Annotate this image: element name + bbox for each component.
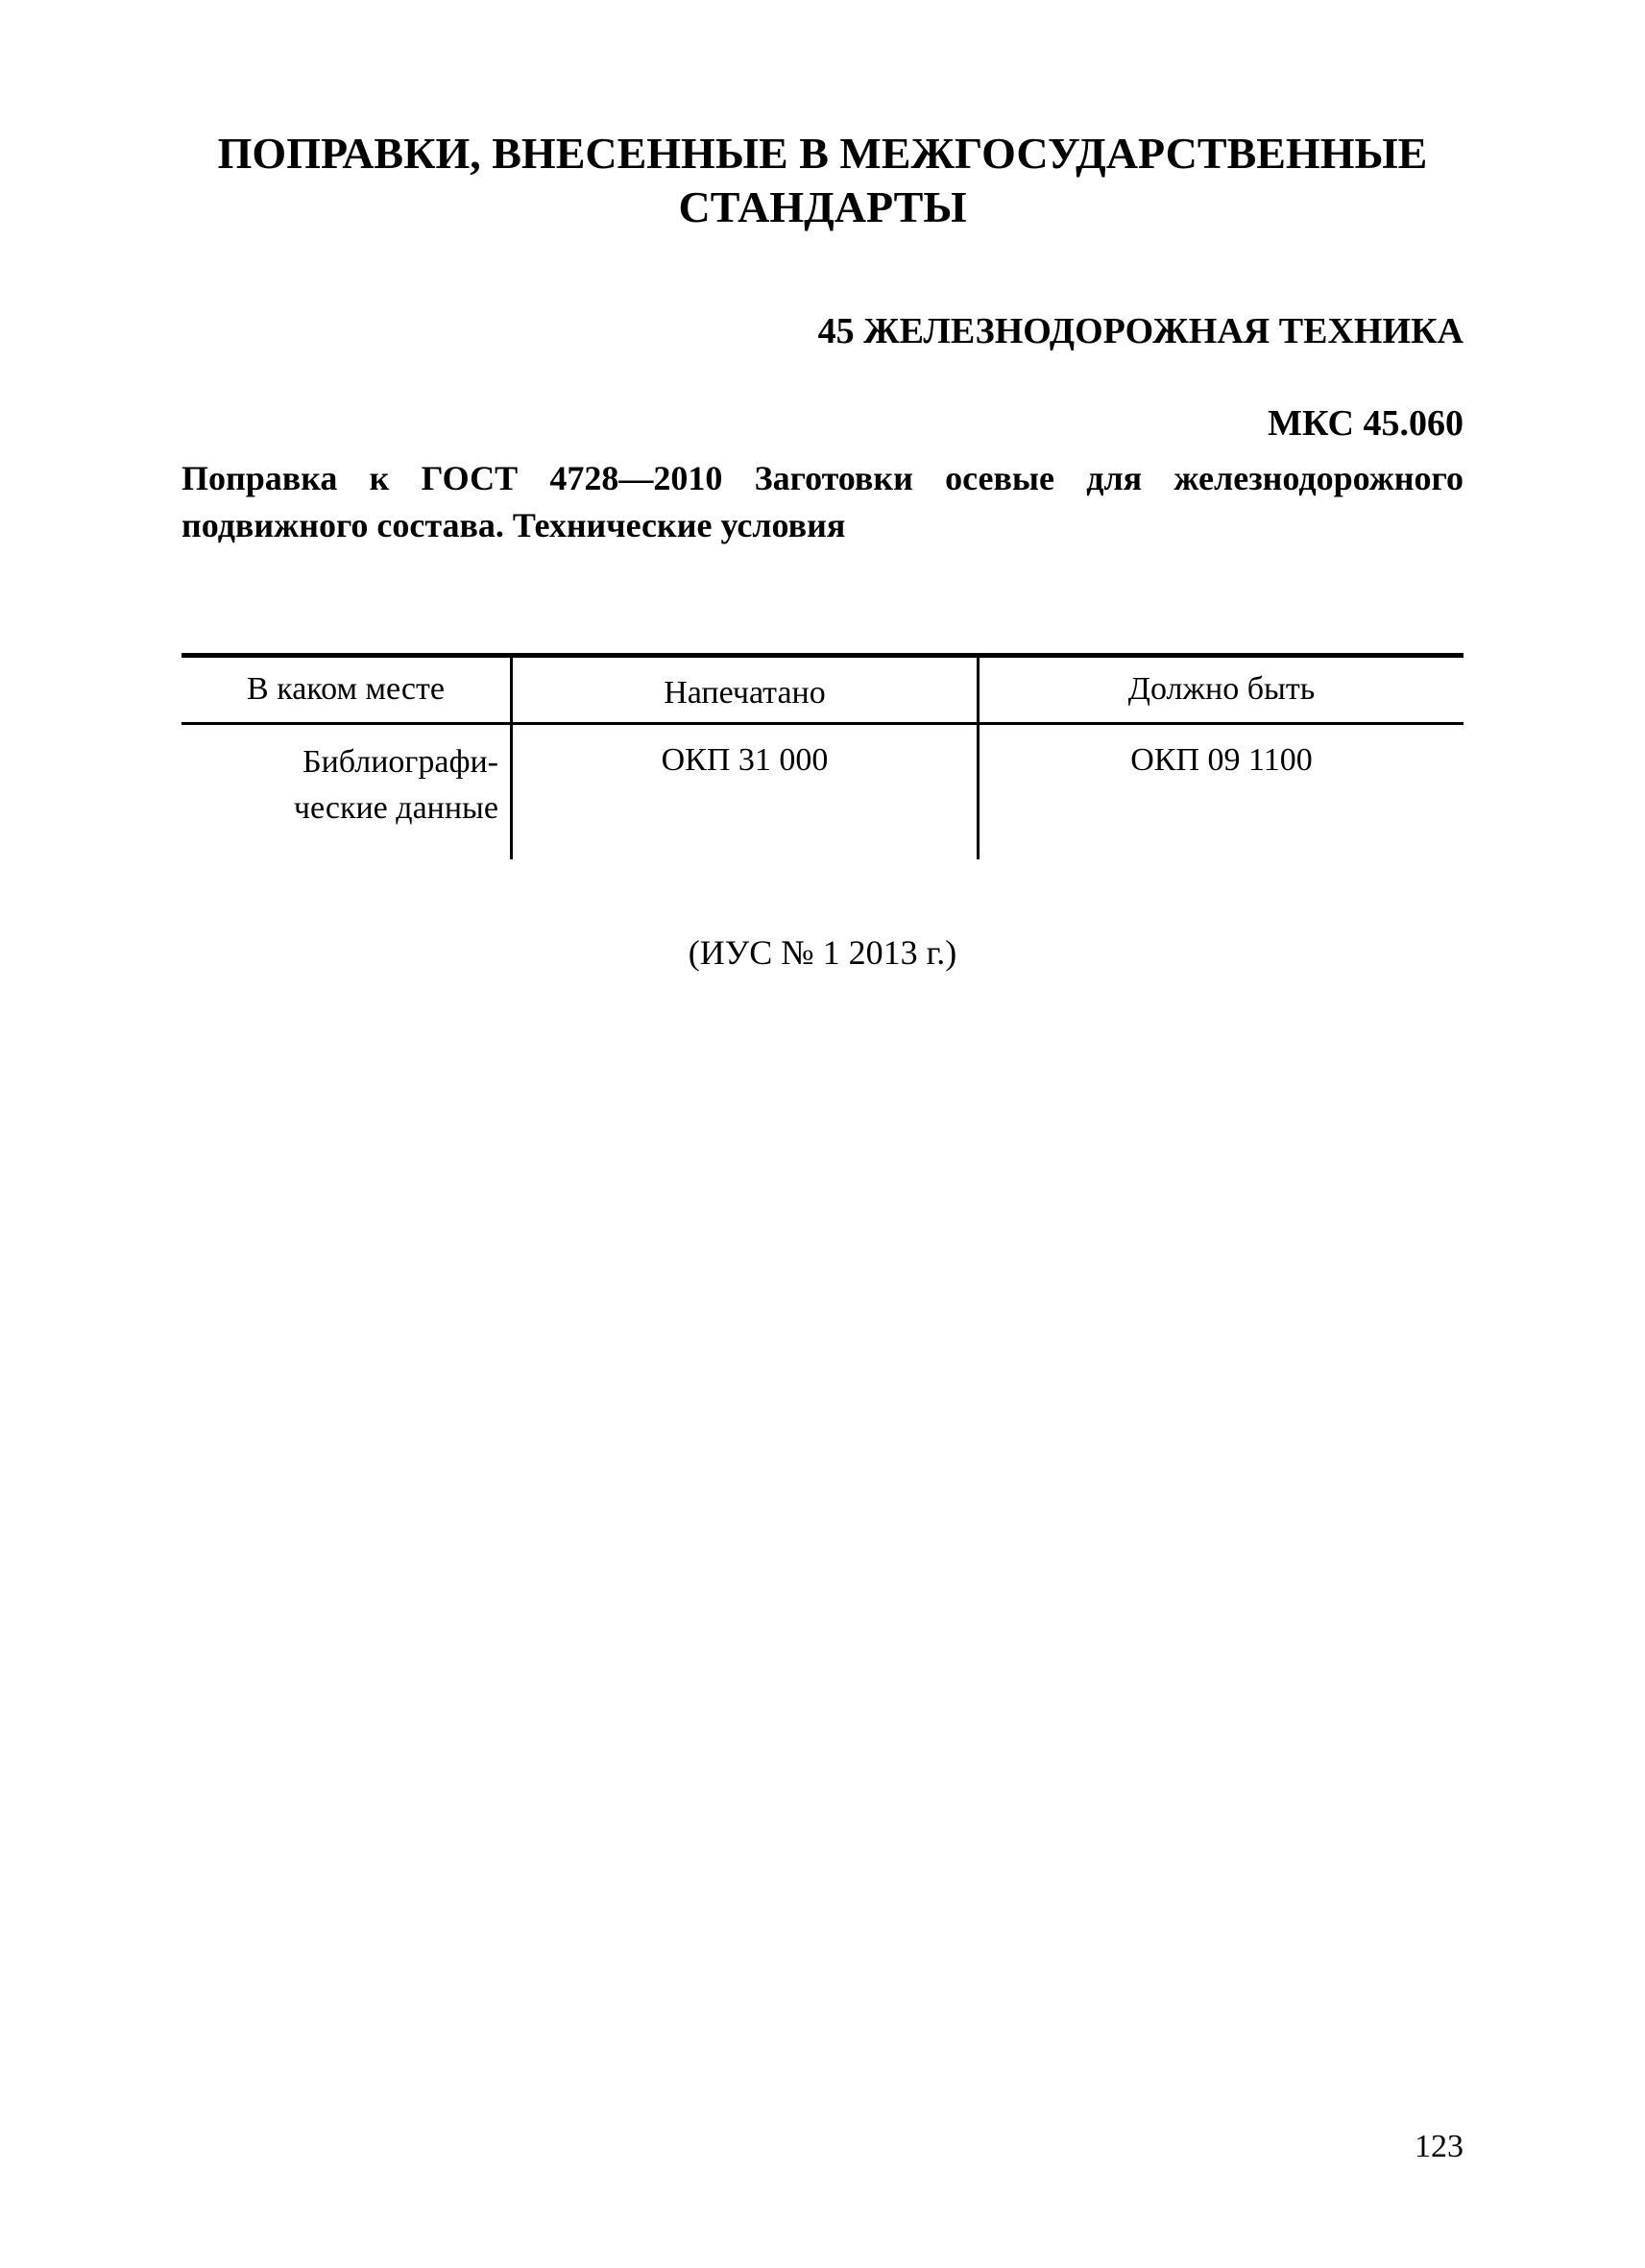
amendment-title-line-1: Поправка к ГОСТ 4728—2010 Заготовки осевые для железнодорожного <box>181 459 1464 497</box>
table-cell-printed: ОКП 31 000 <box>661 742 829 778</box>
table-top-rule <box>181 653 1464 658</box>
table-header-rule <box>181 722 1464 725</box>
table-header-should-be: Должно быть <box>1127 671 1316 707</box>
table-cell-should-be: ОКП 09 1100 <box>1130 742 1313 778</box>
table-cell-place <box>181 739 498 832</box>
table-cell-place-line-1: Библиографи- <box>302 744 498 780</box>
table-header-place: В каком месте <box>247 671 445 707</box>
section-heading: 45 ЖЕЛЕЗНОДОРОЖНАЯ ТЕХНИКА <box>817 311 1464 351</box>
amendment-title-line-2: подвижного состава. Технические условия <box>181 506 846 544</box>
table-header-printed: Напечатано <box>664 675 826 711</box>
amendment-title <box>181 455 1464 549</box>
mks-code: МКС 45.060 <box>1268 403 1464 444</box>
source-reference: (ИУС № 1 2013 г.) <box>688 933 957 972</box>
table-cell-place-line-2: ческие данные <box>293 790 498 826</box>
page-title <box>181 127 1464 234</box>
page-number: 123 <box>1415 2129 1464 2164</box>
page-title-line-1: ПОПРАВКИ, ВНЕСЕННЫЕ В МЕЖГОСУДАРСТВЕННЫЕ <box>217 129 1428 178</box>
page-title-line-2: СТАНДАРТЫ <box>678 182 967 231</box>
